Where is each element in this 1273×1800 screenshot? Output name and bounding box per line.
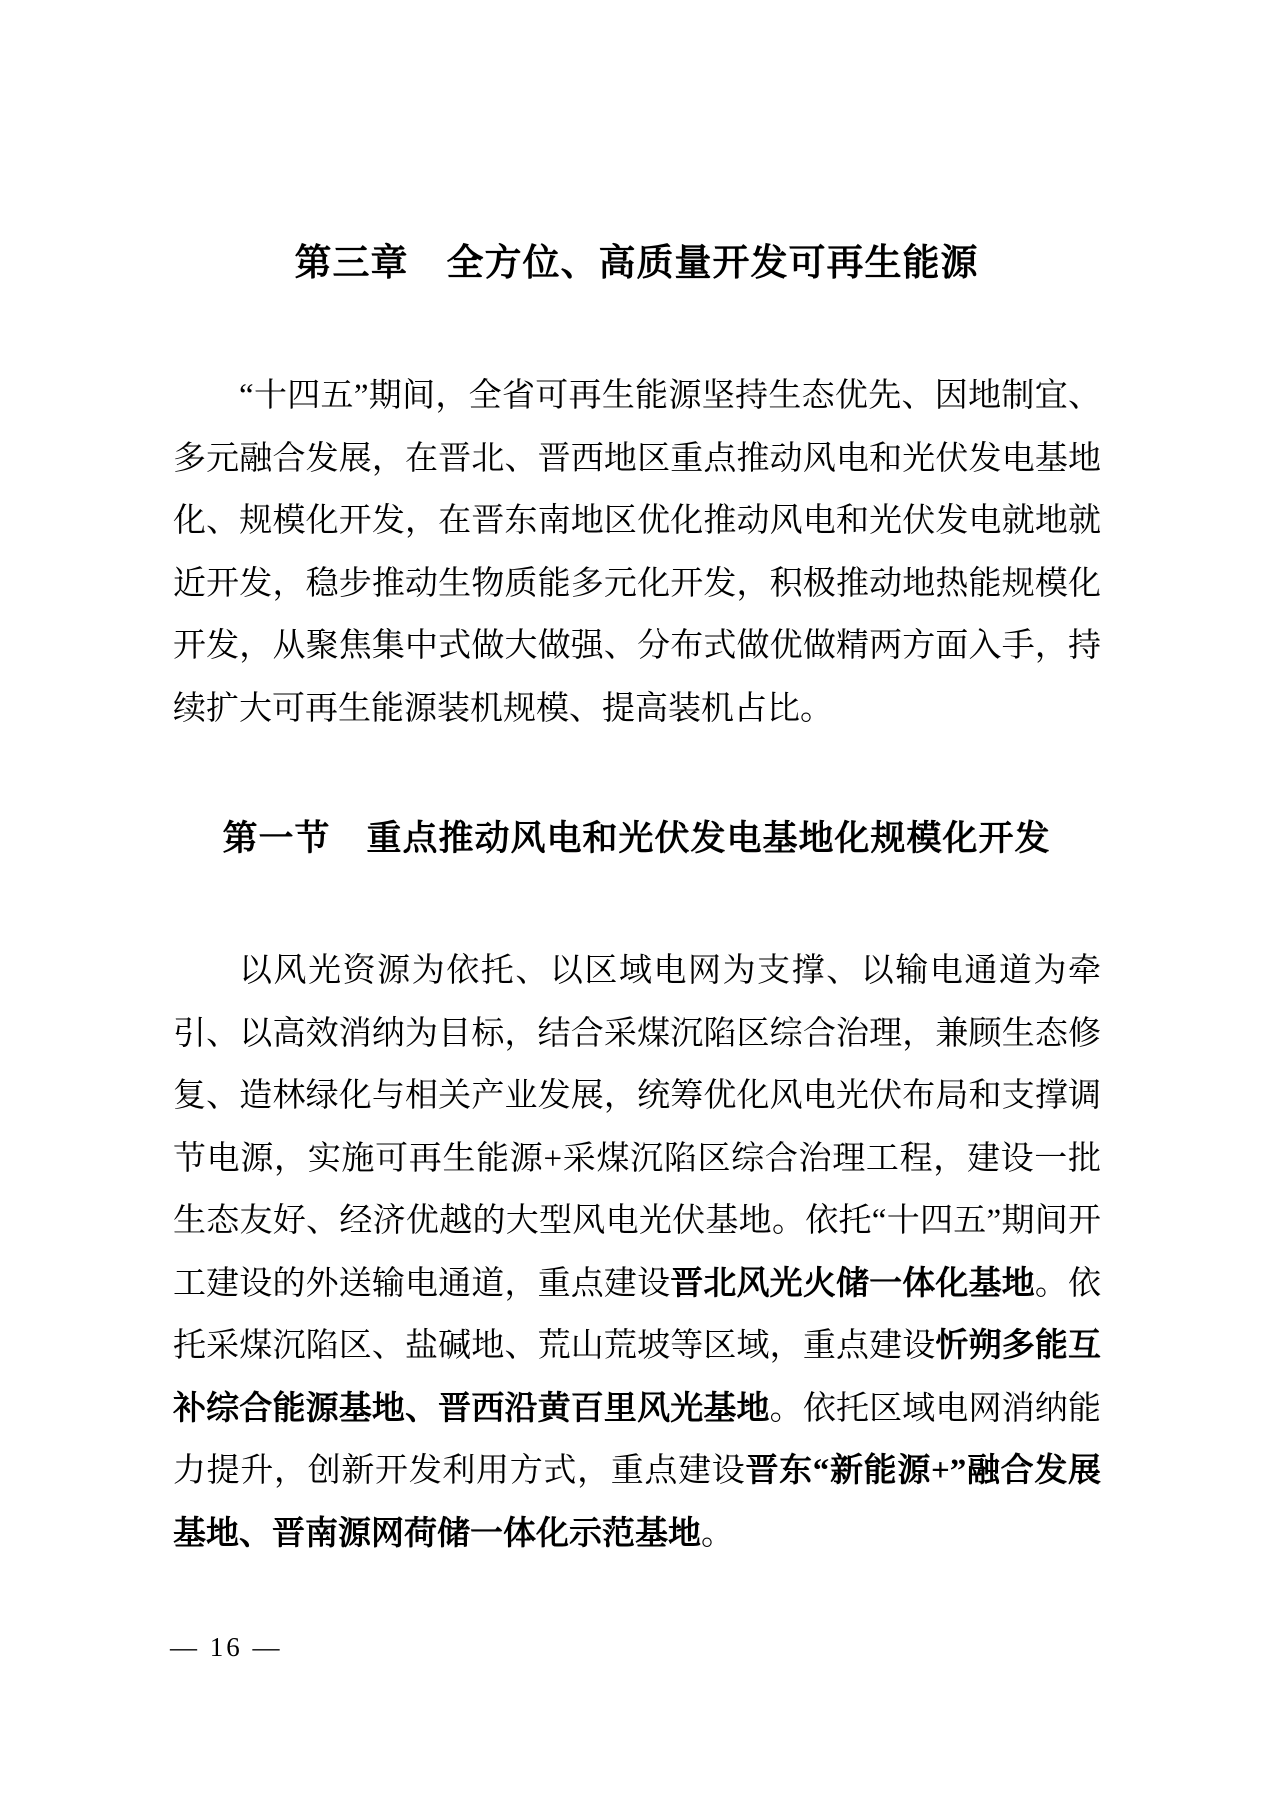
page-number-footer: — 16 —: [170, 1632, 283, 1662]
text-run: 。: [701, 1515, 734, 1552]
intro-paragraph: “十四五”期间，全省可再生能源坚持生态优先、因地制宜、多元融合发展，在晋北、晋西地区重点推动风电和光伏发电基地化、规模化开发，在晋东南地区优化推动风电和光伏发电就地就近开发，稳步推动生物质能多元化开发，积极推动地热能规模化开发，从聚焦集中式做大做强、分布式做优做精两方面入手，持续扩大可再生能源装机规模、提高装机占比。: [173, 378, 1101, 727]
text-run: 。依托区域电网消纳能力提升，创新开发利用方式，重点建设: [173, 1390, 1102, 1489]
bold-text-run: 晋东“新能源+”融合发展基地、晋南源网荷储一体化示范基地: [173, 1453, 1101, 1552]
section-heading: 第一节 重点推动风电和光伏发电基地化规模化开发: [222, 819, 1051, 858]
chapter-heading: 第三章 全方位、高质量开发可再生能源: [294, 242, 979, 283]
text-run: 。依托采煤沉陷区、盐碱地、荒山荒坡等区域，重点建设: [173, 1265, 1102, 1364]
bold-text-run: 忻朔多能互补综合能源基地、晋西沿黄百里风光基地: [173, 1328, 1102, 1427]
bold-text-run: 晋北风光火储一体化基地: [670, 1265, 1035, 1302]
text-run: 以风光资源为依托、以区域电网为支撑、以输电通道为牵引、以高效消纳为目标，结合采煤沉陷区综合治理，兼顾生态修复、造林绿化与相关产业发展，统筹优化风电光伏布局和支撑调节电源，实施可再生能源+采煤沉陷区综合治理工程，建设一批生态友好、经济优越的大型风电光伏基地。依托“十四五”期间开工建设的外送输电通道，重点建设: [173, 953, 1101, 1302]
section-paragraph: [173, 940, 1101, 1565]
